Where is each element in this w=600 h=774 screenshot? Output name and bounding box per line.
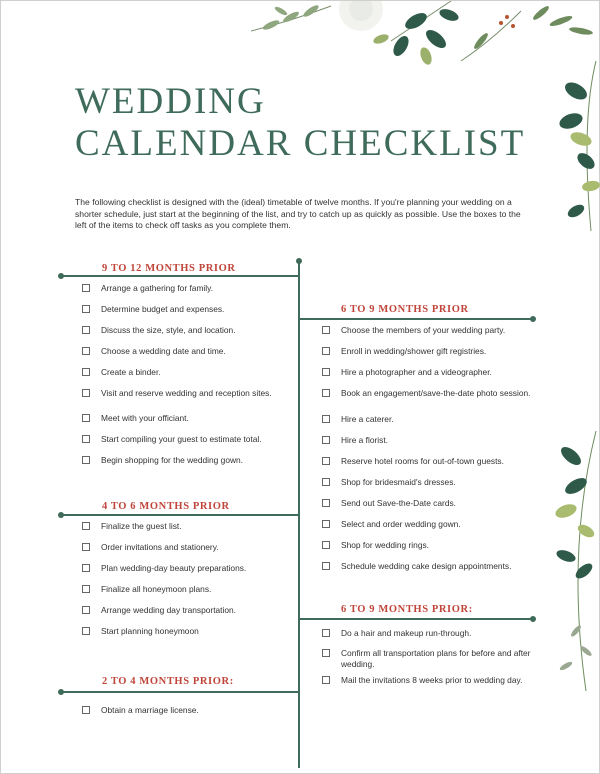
list-item: [77, 542, 291, 563]
item-checkbox[interactable]: [82, 347, 90, 355]
item-text: Confirm all transportation plans for before and after wedding.: [341, 648, 531, 669]
title-line-2: CALENDAR CHECKLIST: [75, 123, 526, 164]
list-item: [317, 456, 531, 477]
section-heading-2-4-months: 2 TO 4 MONTHS PRIOR:: [102, 676, 234, 687]
item-text: Visit and reserve wedding and reception sites.: [101, 388, 272, 398]
list-item: [317, 648, 531, 675]
item-checkbox[interactable]: [82, 522, 90, 530]
item-checkbox[interactable]: [82, 389, 90, 397]
item-checkbox[interactable]: [322, 415, 330, 423]
list-item: [317, 498, 531, 519]
item-checkbox[interactable]: [322, 499, 330, 507]
list-item: [77, 584, 291, 605]
section-rule-dot: [58, 512, 64, 518]
item-text: Select and order wedding gown.: [341, 519, 461, 529]
list-item: [317, 477, 531, 498]
section-rule-dot: [58, 689, 64, 695]
item-checkbox[interactable]: [82, 284, 90, 292]
item-text: Finalize the guest list.: [101, 521, 182, 531]
item-checkbox[interactable]: [82, 606, 90, 614]
foliage-right-lower-decoration-icon: [536, 431, 600, 691]
list-item: [317, 675, 531, 699]
item-text: Start compiling your guest to estimate total.: [101, 434, 262, 444]
item-checkbox[interactable]: [322, 347, 330, 355]
item-checkbox[interactable]: [82, 627, 90, 635]
section-rule-dot: [530, 616, 536, 622]
list-item: [317, 540, 531, 561]
item-checkbox[interactable]: [322, 478, 330, 486]
item-checkbox[interactable]: [82, 543, 90, 551]
section-heading-9-12-months: 9 TO 12 MONTHS PRIOR: [102, 263, 236, 274]
item-text: Mail the invitations 8 weeks prior to wedding day.: [341, 675, 523, 685]
item-text: Create a binder.: [101, 367, 161, 377]
item-text: Arrange a gathering for family.: [101, 283, 214, 293]
item-text: Schedule wedding cake design appointments.: [341, 561, 512, 571]
item-checkbox[interactable]: [322, 368, 330, 376]
checklist-9-12-months: [77, 283, 291, 476]
checklist-2-4-months: [77, 705, 291, 726]
item-checkbox[interactable]: [82, 305, 90, 313]
item-checkbox[interactable]: [322, 541, 330, 549]
item-checkbox[interactable]: [322, 457, 330, 465]
item-text: Arrange wedding day transportation.: [101, 605, 237, 615]
item-text: Do a hair and makeup run-through.: [341, 628, 472, 638]
item-checkbox[interactable]: [82, 414, 90, 422]
item-text: Reserve hotel rooms for out-of-town guests.: [341, 456, 504, 466]
timeline-top-dot: [296, 258, 302, 264]
item-checkbox[interactable]: [322, 436, 330, 444]
item-text: Begin shopping for the wedding gown.: [101, 455, 244, 465]
list-item: [317, 414, 531, 435]
list-item: [317, 561, 531, 582]
item-checkbox[interactable]: [82, 564, 90, 572]
list-item: [317, 325, 531, 346]
item-checkbox[interactable]: [82, 435, 90, 443]
list-item: [317, 388, 531, 414]
list-item: [317, 346, 531, 367]
item-checkbox[interactable]: [322, 649, 330, 657]
item-checkbox[interactable]: [82, 326, 90, 334]
item-checkbox[interactable]: [82, 706, 90, 714]
page-title: [75, 81, 525, 165]
list-item: [77, 455, 291, 476]
list-item: [77, 626, 291, 647]
section-heading-6-9-months-second: 6 TO 9 MONTHS PRIOR:: [341, 604, 473, 615]
item-text: Choose the members of your wedding party.: [341, 325, 506, 335]
item-text: Enroll in wedding/shower gift registries.: [341, 346, 487, 356]
foliage-right-decoration-icon: [546, 61, 600, 231]
item-text: Hire a florist.: [341, 435, 389, 445]
item-checkbox[interactable]: [322, 326, 330, 334]
item-checkbox[interactable]: [322, 562, 330, 570]
list-item: [77, 605, 291, 626]
item-checkbox[interactable]: [322, 520, 330, 528]
item-text: Hire a caterer.: [341, 414, 394, 424]
section-rule-dot: [58, 273, 64, 279]
item-text: Order invitations and stationery.: [101, 542, 219, 552]
list-item: [77, 388, 291, 413]
item-text: Obtain a marriage license.: [101, 705, 199, 715]
section-heading-4-6-months: 4 TO 6 MONTHS PRIOR: [102, 501, 230, 512]
list-item: [77, 413, 291, 434]
list-item: [77, 346, 291, 367]
section-heading-6-9-months: 6 TO 9 MONTHS PRIOR: [341, 304, 469, 315]
item-checkbox[interactable]: [82, 456, 90, 464]
item-text: Choose a wedding date and time.: [101, 346, 226, 356]
list-item: [77, 434, 291, 455]
item-text: Plan wedding-day beauty preparations.: [101, 563, 247, 573]
list-item: [317, 367, 531, 388]
section-rule-4-6-months: [61, 514, 299, 516]
section-rule-2-4-months: [61, 691, 299, 693]
item-text: Meet with your officiant.: [101, 413, 189, 423]
item-checkbox[interactable]: [82, 368, 90, 376]
item-text: Send out Save-the-Date cards.: [341, 498, 456, 508]
item-text: Discuss the size, style, and location.: [101, 325, 236, 335]
item-text: Finalize all honeymoon plans.: [101, 584, 212, 594]
item-text: Hire a photographer and a videographer.: [341, 367, 492, 377]
list-item: [77, 325, 291, 346]
item-text: Start planning honeymoon: [101, 626, 199, 636]
list-item: [77, 283, 291, 304]
list-item: [77, 705, 291, 726]
list-item: [317, 519, 531, 540]
section-rule-9-12-months: [61, 275, 299, 277]
item-checkbox[interactable]: [322, 676, 330, 684]
item-text: Determine budget and expenses.: [101, 304, 225, 314]
item-checkbox[interactable]: [82, 585, 90, 593]
item-text: Book an engagement/save-the-date photo session.: [341, 388, 531, 398]
list-item: [317, 628, 531, 648]
list-item: [77, 367, 291, 388]
item-text: Shop for wedding rings.: [341, 540, 429, 550]
checklist-6-9-months: [317, 325, 531, 582]
item-text: Shop for bridesmaid's dresses.: [341, 477, 456, 487]
section-rule-6-9-months: [299, 318, 533, 320]
item-checkbox[interactable]: [322, 629, 330, 637]
section-rule-dot: [530, 316, 536, 322]
title-line-1: WEDDING: [75, 81, 266, 122]
list-item: [317, 435, 531, 456]
list-item: [77, 521, 291, 542]
checklist-6-9-months-second: [317, 628, 531, 699]
checklist-4-6-months: [77, 521, 291, 647]
list-item: [77, 304, 291, 325]
intro-paragraph: The following checklist is designed with the (ideal) timetable of twelve months. If you're planning your wedding on a shorter schedule, just start at the beginning of the list, and try to catch up as quickly as possible. Use the boxes to the left of the items to check off tasks as you complete them.: [75, 197, 521, 230]
list-item: [77, 563, 291, 584]
section-rule-6-9-months-second: [299, 618, 533, 620]
item-checkbox[interactable]: [322, 389, 330, 397]
